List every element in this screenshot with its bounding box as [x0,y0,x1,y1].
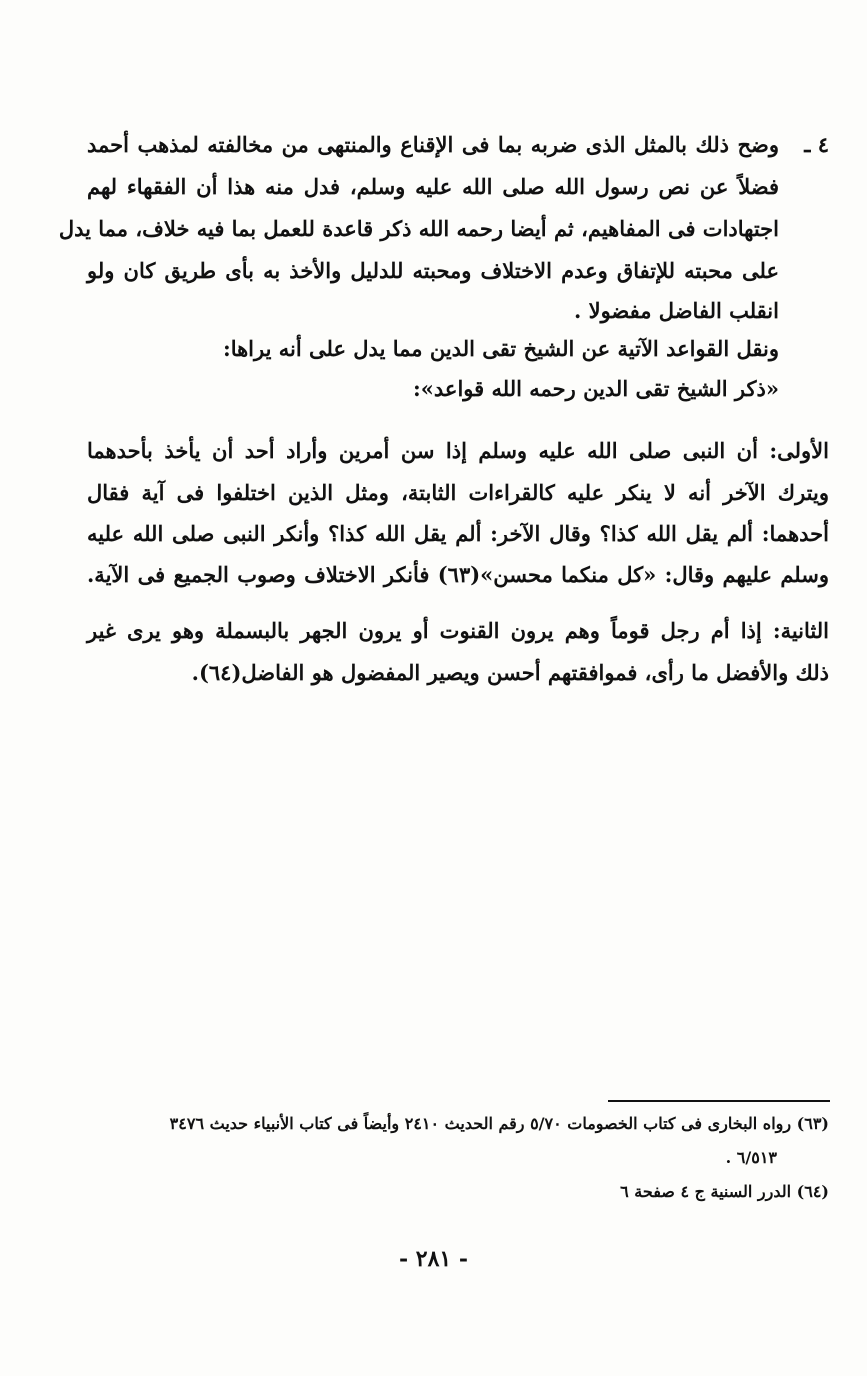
footnote-63: (٦٣) رواه البخارى فى كتاب الخصومات ٥/٧٠ رقم الحديث ٢٤١٠ وأيضاً فى كتاب الأنبياء حديث ٣٤٧٦ [169,1114,829,1133]
footnote-separator [608,1100,830,1102]
footnote-63-continuation: ٦/٥١٣ . [725,1148,777,1167]
rule-2-line: ذلك والأفضل ما رأى، فموافقتهم أحسن ويصير المفضول هو الفاضل(٦٤). [191,660,829,685]
page-number: - ٢٨١ - [398,1246,469,1272]
intro-line: «ذكر الشيخ تقى الدين رحمه الله قواعد»: [413,376,779,401]
rule-1-line: أحدهما: ألم يقل الله كذا؟ وقال الآخر: ألم يقل الله كذا؟ وأنكر النبى صلى الله عليه [87,521,829,546]
paragraph-line: وضح ذلك بالمثل الذى ضربه بما فى الإقناع والمنتهى من مخالفته لمذهب أحمد [87,132,779,157]
item-number: ٤ ـ [804,132,829,157]
paragraph-line: على محبته للإتفاق وعدم الاختلاف ومحبته للدليل والأخذ به بأى طريق كان ولو [87,258,779,283]
paragraph-line: انقلب الفاضل مفضولا . [573,298,779,323]
paragraph-line: فضلاً عن نص رسول الله صلى الله عليه وسلم، فدل منه هذا أن الفقهاء لهم [87,174,779,199]
rule-1-line: وسلم عليهم وقال: «كل منكما محسن»(٦٣) فأنكر الاختلاف وصوب الجميع فى الآية. [87,562,829,587]
paragraph-line: اجتهادات فى المفاهيم، ثم أيضا رحمه الله ذكر قاعدة للعمل بما فيه خلاف، مما يدل [58,216,779,241]
rule-1-line: الأولى: أن النبى صلى الله عليه وسلم إذا سن أمرين وأراد أحد أن يأخذ بأحدهما [87,438,829,463]
rule-2-line: الثانية: إذا أم رجل قوماً وهم يرون القنوت أو يرون الجهر بالبسملة وهو يرى غير [87,618,829,643]
footnote-64: (٦٤) الدرر السنية ج ٤ صفحة ٦ [620,1182,829,1201]
rule-1-line: ويترك الآخر أنه لا ينكر عليه كالقراءات الثابتة، ومثل الذين اختلفوا فى آية فقال [87,480,829,505]
intro-line: ونقل القواعد الآتية عن الشيخ تقى الدين مما يدل على أنه يراها: [222,336,779,361]
